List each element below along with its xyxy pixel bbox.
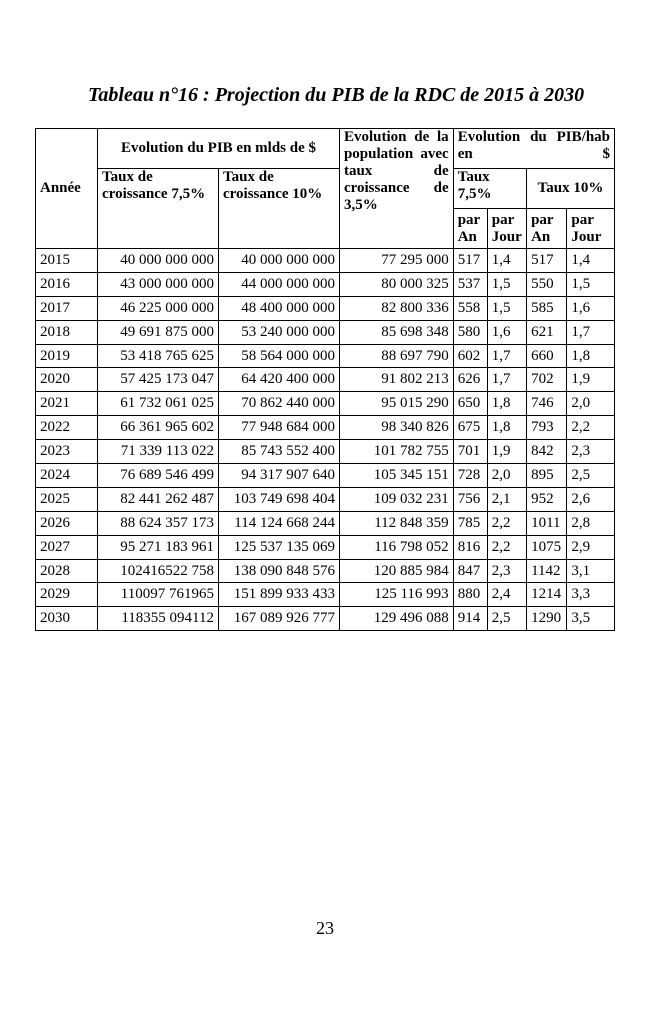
cell-par-an-7-5: 816 [453,535,487,559]
cell-par-an-10: 702 [527,368,567,392]
cell-pib-10: 64 420 400 000 [219,368,340,392]
header-taux-croissance-7-5: Taux de croissance 7,5% [98,169,219,249]
cell-year: 2027 [36,535,98,559]
cell-par-an-7-5: 701 [453,440,487,464]
cell-par-jour-10: 1,8 [567,344,615,368]
cell-year: 2029 [36,583,98,607]
header-annee: Année [36,129,98,249]
page-number: 23 [316,918,334,938]
table-row [36,320,615,344]
cell-par-an-7-5: 847 [453,559,487,583]
header-evolution-pib: Evolution du PIB en mlds de $ [98,129,340,169]
cell-population: 125 116 993 [339,583,453,607]
table-row [36,249,615,273]
cell-pib-10: 114 124 668 244 [219,511,340,535]
cell-pib-7-5: 61 732 061 025 [98,392,219,416]
table-row [36,487,615,511]
cell-population: 82 800 336 [339,296,453,320]
table-row [36,535,615,559]
cell-population: 77 295 000 [339,249,453,273]
cell-pib-7-5: 49 691 875 000 [98,320,219,344]
cell-par-an-10: 585 [527,296,567,320]
header-hab-taux-10: Taux 10% [527,169,615,209]
cell-population: 116 798 052 [339,535,453,559]
cell-pib-10: 151 899 933 433 [219,583,340,607]
cell-year: 2028 [36,559,98,583]
cell-population: 109 032 231 [339,487,453,511]
cell-pib-7-5: 110097 761965 [98,583,219,607]
table-row [36,344,615,368]
cell-population: 85 698 348 [339,320,453,344]
cell-par-jour-10: 2,2 [567,416,615,440]
header-hab-taux-7-5: Taux 7,5% [453,169,526,209]
cell-par-an-7-5: 602 [453,344,487,368]
cell-par-jour-7-5: 2,0 [487,464,526,488]
cell-population: 88 697 790 [339,344,453,368]
cell-pib-7-5: 95 271 183 961 [98,535,219,559]
cell-par-jour-7-5: 1,7 [487,344,526,368]
cell-par-an-10: 793 [527,416,567,440]
cell-population: 91 802 213 [339,368,453,392]
cell-par-an-10: 1290 [527,607,567,631]
table-row [36,368,615,392]
cell-pib-10: 167 089 926 777 [219,607,340,631]
cell-par-jour-7-5: 2,2 [487,511,526,535]
cell-year: 2020 [36,368,98,392]
cell-year: 2023 [36,440,98,464]
cell-pib-7-5: 57 425 173 047 [98,368,219,392]
cell-pib-7-5: 76 689 546 499 [98,464,219,488]
cell-pib-10: 44 000 000 000 [219,272,340,296]
cell-pib-7-5: 88 624 357 173 [98,511,219,535]
cell-par-an-7-5: 756 [453,487,487,511]
cell-par-an-7-5: 914 [453,607,487,631]
cell-year: 2022 [36,416,98,440]
header-par-an-10: par An [527,209,567,249]
cell-par-jour-7-5: 2,1 [487,487,526,511]
cell-population: 98 340 826 [339,416,453,440]
cell-pib-10: 94 317 907 640 [219,464,340,488]
cell-par-an-10: 895 [527,464,567,488]
cell-population: 112 848 359 [339,511,453,535]
cell-year: 2017 [36,296,98,320]
header-evolution-pib-hab: Evolution du PIB/hab en $ [453,129,614,169]
cell-par-an-10: 1011 [527,511,567,535]
table-title: Tableau n°16 : Projection du PIB de la RDC de 2015 à 2030 [88,84,585,106]
header-taux-croissance-10: Taux de croissance 10% [219,169,340,249]
table-row [36,559,615,583]
cell-par-an-10: 517 [527,249,567,273]
cell-par-jour-7-5: 2,2 [487,535,526,559]
cell-par-an-7-5: 626 [453,368,487,392]
cell-par-an-10: 746 [527,392,567,416]
cell-population: 105 345 151 [339,464,453,488]
cell-par-jour-7-5: 2,3 [487,559,526,583]
cell-population: 95 015 290 [339,392,453,416]
header-par-an-7-5: par An [453,209,487,249]
cell-par-jour-10: 2,5 [567,464,615,488]
cell-par-jour-10: 3,1 [567,559,615,583]
cell-par-jour-10: 1,7 [567,320,615,344]
table-body [36,249,615,631]
cell-par-jour-7-5: 1,4 [487,249,526,273]
table-row [36,392,615,416]
table-row [36,464,615,488]
cell-par-an-10: 842 [527,440,567,464]
cell-pib-7-5: 66 361 965 602 [98,416,219,440]
cell-par-jour-7-5: 2,5 [487,607,526,631]
cell-par-jour-10: 3,3 [567,583,615,607]
cell-year: 2021 [36,392,98,416]
cell-par-an-10: 1075 [527,535,567,559]
header-par-jour-7-5: par Jour [487,209,526,249]
cell-par-jour-10: 1,9 [567,368,615,392]
gdp-projection-table [35,128,615,631]
cell-par-an-7-5: 675 [453,416,487,440]
cell-par-an-10: 550 [527,272,567,296]
cell-pib-7-5: 71 339 113 022 [98,440,219,464]
cell-par-jour-10: 1,4 [567,249,615,273]
table-row [36,272,615,296]
cell-par-an-7-5: 537 [453,272,487,296]
cell-par-an-7-5: 580 [453,320,487,344]
table-row [36,416,615,440]
cell-pib-10: 58 564 000 000 [219,344,340,368]
cell-year: 2015 [36,249,98,273]
cell-pib-7-5: 82 441 262 487 [98,487,219,511]
cell-year: 2026 [36,511,98,535]
cell-pib-7-5: 53 418 765 625 [98,344,219,368]
cell-par-jour-10: 2,6 [567,487,615,511]
cell-year: 2025 [36,487,98,511]
cell-year: 2018 [36,320,98,344]
cell-par-jour-10: 2,3 [567,440,615,464]
header-evolution-population: Evolution de la population avec taux de croissance de 3,5% [339,129,453,249]
cell-pib-10: 53 240 000 000 [219,320,340,344]
cell-pib-7-5: 40 000 000 000 [98,249,219,273]
cell-pib-10: 40 000 000 000 [219,249,340,273]
cell-par-jour-10: 1,5 [567,272,615,296]
table-header [36,129,615,249]
cell-par-an-7-5: 785 [453,511,487,535]
cell-population: 101 782 755 [339,440,453,464]
cell-pib-7-5: 118355 094112 [98,607,219,631]
cell-par-jour-7-5: 1,5 [487,296,526,320]
table-row [36,607,615,631]
cell-par-jour-10: 2,9 [567,535,615,559]
table-row [36,296,615,320]
cell-par-an-7-5: 880 [453,583,487,607]
table-row [36,440,615,464]
cell-population: 80 000 325 [339,272,453,296]
cell-population: 120 885 984 [339,559,453,583]
header-par-jour-10: par Jour [567,209,615,249]
cell-par-jour-10: 1,6 [567,296,615,320]
cell-population: 129 496 088 [339,607,453,631]
cell-year: 2019 [36,344,98,368]
cell-par-jour-7-5: 1,8 [487,392,526,416]
cell-par-jour-10: 2,0 [567,392,615,416]
cell-pib-10: 103 749 698 404 [219,487,340,511]
cell-par-an-10: 1214 [527,583,567,607]
cell-pib-10: 85 743 552 400 [219,440,340,464]
table-row [36,583,615,607]
cell-par-jour-7-5: 1,7 [487,368,526,392]
cell-pib-7-5: 102416522 758 [98,559,219,583]
cell-pib-10: 48 400 000 000 [219,296,340,320]
cell-par-jour-7-5: 1,5 [487,272,526,296]
cell-year: 2024 [36,464,98,488]
cell-par-jour-7-5: 1,6 [487,320,526,344]
cell-year: 2030 [36,607,98,631]
cell-par-an-10: 621 [527,320,567,344]
cell-pib-7-5: 46 225 000 000 [98,296,219,320]
cell-year: 2016 [36,272,98,296]
cell-par-an-10: 1142 [527,559,567,583]
cell-pib-7-5: 43 000 000 000 [98,272,219,296]
cell-par-an-10: 660 [527,344,567,368]
cell-par-jour-10: 2,8 [567,511,615,535]
cell-par-jour-7-5: 1,8 [487,416,526,440]
cell-par-jour-10: 3,5 [567,607,615,631]
cell-pib-10: 77 948 684 000 [219,416,340,440]
cell-pib-10: 138 090 848 576 [219,559,340,583]
cell-par-an-10: 952 [527,487,567,511]
cell-par-an-7-5: 558 [453,296,487,320]
cell-par-an-7-5: 728 [453,464,487,488]
cell-par-an-7-5: 650 [453,392,487,416]
cell-par-an-7-5: 517 [453,249,487,273]
cell-pib-10: 70 862 440 000 [219,392,340,416]
cell-pib-10: 125 537 135 069 [219,535,340,559]
cell-par-jour-7-5: 2,4 [487,583,526,607]
cell-par-jour-7-5: 1,9 [487,440,526,464]
table-row [36,511,615,535]
